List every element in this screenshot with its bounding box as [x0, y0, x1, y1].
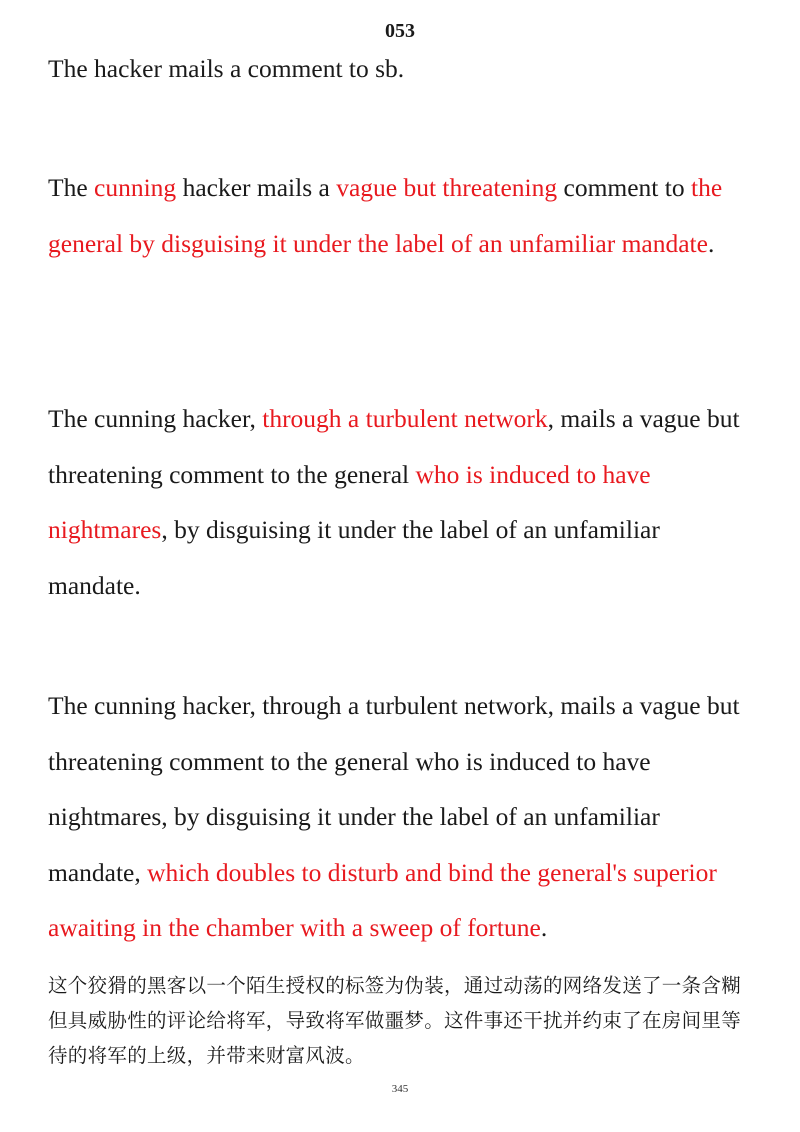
sentence-paragraph-3: [48, 391, 748, 613]
highlighted-phrase: vague but threatening: [336, 173, 558, 202]
sentence-text: , mails a vague but threatening comment to the general: [48, 404, 740, 489]
sentence-text: The cunning hacker, through a turbulent network, mails a vague but threatening comment to the general who is induced to have nightmares, by disguising it under the label of an unfamiliar mandate,: [48, 691, 740, 887]
sentence-text: The cunning hacker,: [48, 404, 263, 433]
sentence-text: hacker mails a: [176, 173, 337, 202]
page-number: 053: [385, 20, 415, 42]
highlighted-phrase: which doubles to disturb and bind the general's superior awaiting in the chamber with a sweep of fortune: [48, 857, 717, 942]
sentence-text: , by disguising it under the label of an unfamiliar mandate.: [48, 515, 660, 600]
sentence-text: .: [707, 228, 715, 258]
sentence-paragraph-4: [48, 678, 748, 956]
sentence-text: comment to: [557, 173, 691, 202]
sentence-text: The hacker mails a comment to sb.: [48, 54, 405, 83]
chinese-translation: 这个狡猾的黑客以一个陌生授权的标签为伪装，通过动荡的网络发送了一条含糊但具威胁性的评论给将军，导致将军做噩梦。这件事还干扰并约束了在房间里等待的将军的上级，并带来财富风波。: [48, 974, 742, 1067]
highlighted-phrase: cunning: [94, 173, 177, 202]
sentence-paragraph-1: [48, 44, 748, 94]
sentence-text: The: [48, 173, 95, 202]
highlighted-phrase: the general by disguising it under the label of an unfamiliar mandate: [48, 173, 723, 258]
sentence-paragraph-2: [48, 160, 748, 271]
highlighted-phrase: who is induced to have nightmares: [48, 459, 651, 544]
footer-page-number: 345: [391, 1083, 409, 1095]
sentence-text: .: [540, 913, 548, 942]
highlighted-phrase: through a turbulent network: [262, 404, 548, 433]
